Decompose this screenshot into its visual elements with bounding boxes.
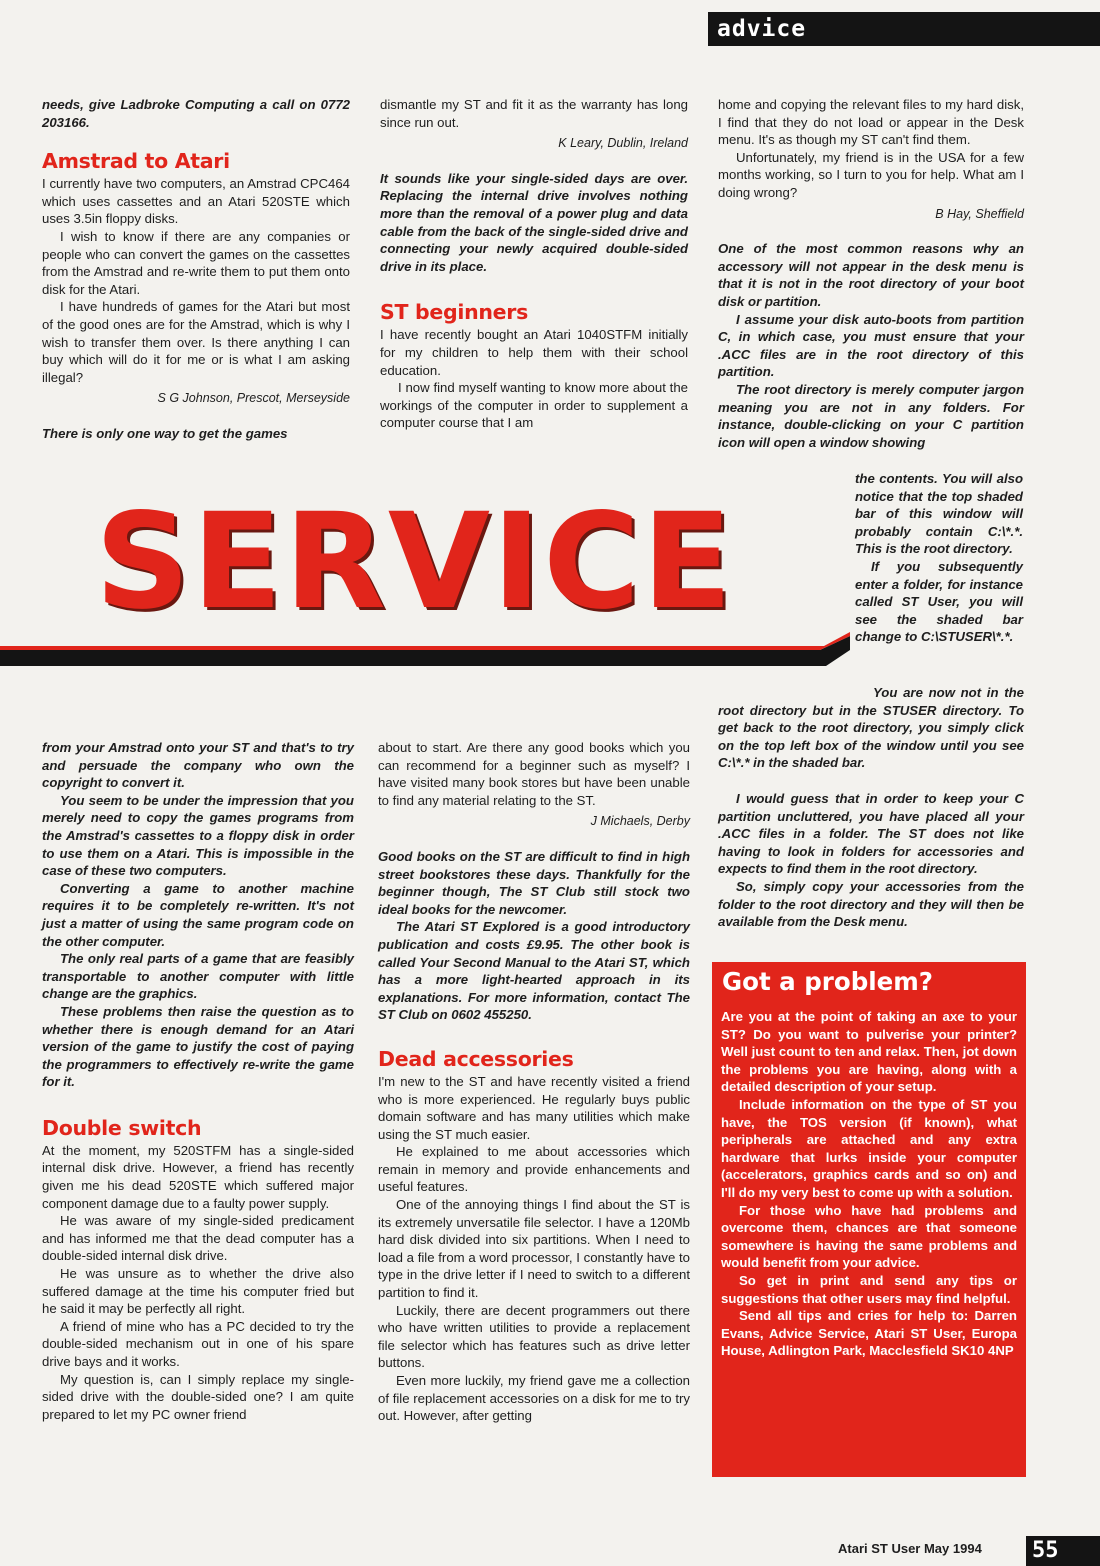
letter-paragraph: My question is, can I simply replace my single-sided drive with the double-sided one? I am quite prepared to let my PC owner friend xyxy=(42,1371,354,1422)
answer-text: The Atari ST Explored is a good introductory publication and costs £9.95. The other book is called Your Second Manual to the Atari ST, which has a more light-hearted approach in its explanations. For more information, contact The ST Club on 0602 455250. xyxy=(378,919,690,1023)
answer-text: the contents. You will also notice that the top shaded bar of this window will probably contain C:\*.*. This is the root directory. xyxy=(855,471,1023,557)
answer-text: The root directory is merely computer jargon meaning you are not in any folders. For instance, double-clicking on your C partition icon will open a window showing xyxy=(718,381,1024,450)
section-label: advice xyxy=(717,16,807,42)
letter-signature: J Michaels, Derby xyxy=(590,814,690,829)
answer-text: I assume your disk auto-boots from partition C, in which case, you must ensure that your .ACC files are in the root directory of this partition. xyxy=(718,311,1024,380)
box-title: Got a problem? xyxy=(722,967,933,996)
letter-paragraph: Luckily, there are decent programmers out there who have written utilities to provide a replacement file selector which has features such as drive letter buttons. xyxy=(378,1302,690,1371)
letter-paragraph: dismantle my ST and fit it as the warranty has long since run out. xyxy=(380,97,688,130)
letter-paragraph: about to start. Are there any good books which you can recommend for a beginner such as myself? I have visited many book stores but have been unable to find any material relating to the ST. xyxy=(378,740,690,808)
answer-text: The only real parts of a game that are feasibly transportable to another computer with little change are the graphics. xyxy=(42,951,354,1002)
letter-paragraph: I have recently bought an Atari 1040STFM initially for my children to help them with their school education. xyxy=(380,327,688,378)
letter-paragraph: Even more luckily, my friend gave me a collection of file replacement accessories on a disk for me to try out. However, after getting xyxy=(378,1373,690,1424)
letter-signature: B Hay, Sheffield xyxy=(935,206,1024,221)
banner-title: SERVICE xyxy=(95,485,735,639)
letter-signature: S G Johnson, Prescot, Merseyside xyxy=(157,391,350,406)
answer-text: There is only one way to get the games xyxy=(42,425,288,441)
letter-signature: K Leary, Dublin, Ireland xyxy=(558,136,688,151)
letter-paragraph: At the moment, my 520STFM has a single-sided internal disk drive. However, a friend has recently given me his dead 520STE which suffered major component damage due to a faulty power supply. xyxy=(42,1142,354,1211)
got-a-problem-box xyxy=(712,962,1026,1477)
box-paragraph: So get in print and send any tips or suggestions that other users may find helpful. xyxy=(721,1272,1017,1306)
answer-text: So, simply copy your accessories from the folder to the root directory and they will then be available from the Desk menu. xyxy=(718,878,1024,930)
box-paragraph: Are you at the point of taking an axe to your ST? Do you want to pulverise your printer? Well just count to ten and relax. Then, jot down the problems you are having, along with a detailed description of your setup. xyxy=(721,1009,1017,1095)
answer-text: One of the most common reasons why an accessory will not appear in the desk menu is that it is not in the root directory of your boot disk or partition. xyxy=(718,241,1024,309)
footer-magazine-date: Atari ST User May 1994 xyxy=(838,1541,982,1556)
answer-text: It sounds like your single-sided days are over. Replacing the internal drive involves nothing more than the removal of a power plug and data cable from the back of the single-sided drive and connecting your newly acquired double-sided drive in its place. xyxy=(380,170,688,274)
heading-amstrad-to-atari: Amstrad to Atari xyxy=(42,149,230,174)
answer-text: from your Amstrad onto your ST and that's to try and persuade the company who own the copyright to convert it. xyxy=(42,740,354,791)
answer-wrap-text xyxy=(855,470,1023,646)
letter-paragraph: He was unsure as to whether the drive also suffered damage at the time his computer fried but he said it may be perfectly all right. xyxy=(42,1266,354,1317)
heading-double-switch: Double switch xyxy=(42,1115,202,1140)
letter-paragraph: Unfortunately, my friend is in the USA for a few months working, so I turn to you for help. What am I doing wrong? xyxy=(718,149,1024,200)
answer-text: If you subsequently enter a folder, for instance called ST User, you will see the shaded bar change to C:\STUSER\*.*. xyxy=(855,558,1023,645)
box-paragraph: Include information on the type of ST you have, the TOS version (if known), what peripherals are attached and any extra hardware that lurks inside your computer (accelerators, graphics cards and so on) and I'll do my very best to come up with a solution. xyxy=(721,1096,1017,1200)
letter-paragraph: home and copying the relevant files to my hard disk, I find that they do not load or appear in the Desk menu. It's as though my ST can't find them. xyxy=(718,97,1024,148)
answer-text: You seem to be under the impression that you merely need to copy the games programs from the Amstrad's cassettes to a floppy disk in order to use them on a Atari. This is impossible in the case of these two computers. xyxy=(42,792,354,879)
answer-text: You are now not in the root directory but in the STUSER directory. To get back to the root directory, you simply click on the top left box of the window until you see C:\*.* in the shaded bar. xyxy=(718,685,1024,771)
letter-paragraph: I'm new to the ST and have recently visited a friend who is more experienced. He regularly buys public domain software and has many utilities which make using the ST much easier. xyxy=(378,1073,690,1142)
box-paragraph: For those who have had problems and overcome them, chances are that someone somewhere is having the same problems and would benefit from your advice. xyxy=(721,1202,1017,1271)
answer-text: Good books on the ST are difficult to find in high street bookstores these days. Thankfully for the beginner though, The ST Club still stock two ideal books for the newcomer. xyxy=(378,848,690,917)
answer-text: needs, give Ladbroke Computing a call on 0772 203166. xyxy=(42,97,350,130)
answer-text: I would guess that in order to keep your C partition uncluttered, you have placed all your .ACC files in a folder. The ST does not like having to look in folders for accessories and expects to find them in the root directory. xyxy=(718,791,1024,877)
letter-paragraph: He explained to me about accessories which remain in memory and provide enhancements and useful features. xyxy=(378,1144,690,1195)
heading-dead-accessories: Dead accessories xyxy=(378,1046,574,1071)
page-number: 55 xyxy=(1026,1536,1100,1566)
column-3-top xyxy=(718,96,1024,451)
answer-text: These problems then raise the question as to whether there is enough demand for an Atari version of the game to justify the cost of paying the programmers to effectively re-write the game for it. xyxy=(42,1003,354,1090)
answer-text: Converting a game to another machine requires it to be completely re-written. It's not just a matter of using the same program code on the other computer. xyxy=(42,880,354,949)
box-paragraph: Send all tips and cries for help to: Darren Evans, Advice Service, Atari ST User, Europa House, Adlington Park, Macclesfield SK10 4NP xyxy=(721,1308,1017,1359)
letter-paragraph: I now find myself wanting to know more about the workings of the computer in order to supplement a computer course that I am xyxy=(380,380,688,431)
heading-st-beginners: ST beginners xyxy=(380,300,528,325)
column-2-top xyxy=(380,96,688,432)
column-1-bottom xyxy=(42,739,354,1423)
letter-paragraph: I have hundreds of games for the Atari but most of the good ones are for the Amstrad, which is why I wish to transfer them over. Is there anything I can buy which will do it for me or is what I am asking illegal? xyxy=(42,299,350,385)
letter-paragraph: He was aware of my single-sided predicament and has informed me that the dead computer has a double-sided internal disk drive. xyxy=(42,1213,354,1264)
column-2-bottom xyxy=(378,739,690,1425)
letter-paragraph: One of the annoying things I find about the ST is its extremely unversatile file selector. I have a 120Mb hard disk divided into six partitions. When I need to load a file from a word processor, I constantly have to type in the drive letter if I need to switch to a different partition to find it. xyxy=(378,1197,690,1301)
column-3-bottom xyxy=(718,790,1024,931)
letter-paragraph: I currently have two computers, an Amstrad CPC464 which uses cassettes and an Atari 520STE which uses 3.5in floppy disks. xyxy=(42,176,350,227)
answer-span-text xyxy=(718,684,1024,772)
letter-paragraph: I wish to know if there are any companies or people who can convert the games on the cassettes from the Amstrad and re-write them to put them onto disk for the Atari. xyxy=(42,228,350,297)
box-body xyxy=(721,1008,1017,1360)
letter-paragraph: A friend of mine who has a PC decided to try the double-sided mechanism out in one of his spare drive bays and it works. xyxy=(42,1318,354,1369)
column-1-top xyxy=(42,96,350,443)
